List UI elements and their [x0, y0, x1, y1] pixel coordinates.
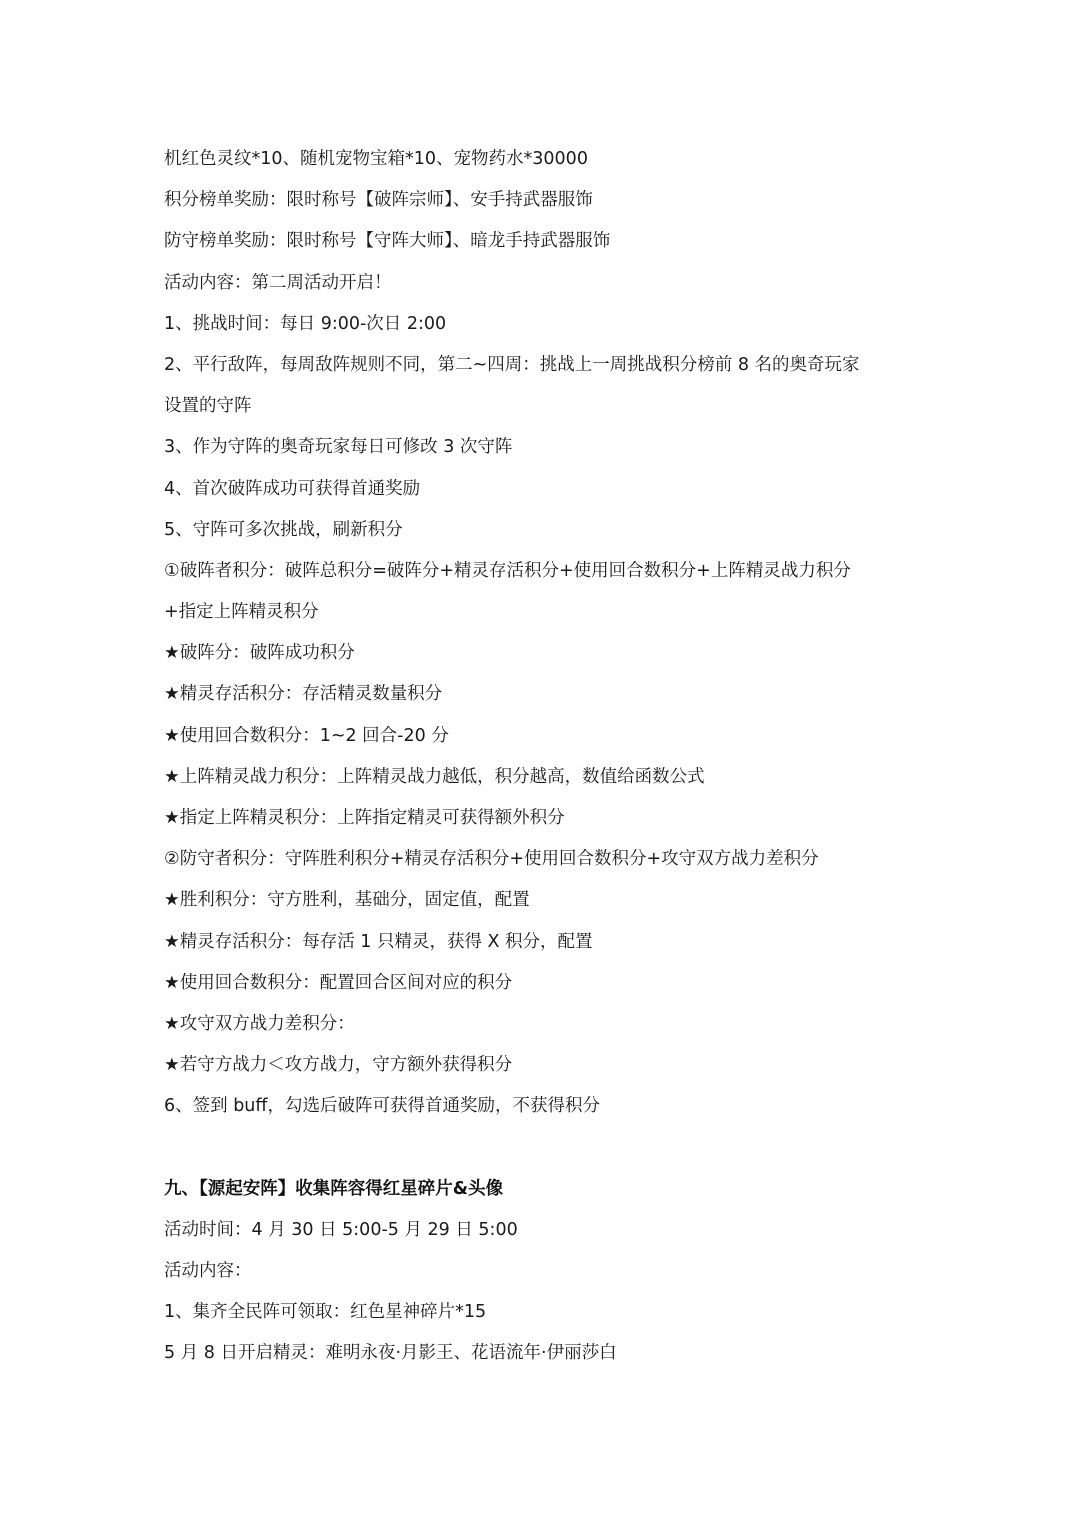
bullet-defender-round-score: ★使用回合数积分：配置回合区间对应的积分: [164, 972, 513, 993]
bullet-defender-survival-score: ★精灵存活积分：每存活 1 只精灵，获得 X 积分，配置: [164, 931, 593, 952]
bullet-power-diff-condition: ★若守方战力＜攻方战力，守方额外获得积分: [164, 1055, 513, 1076]
list-item-modify-defense: 3、作为守阵的奥奇玩家每日可修改 3 次守阵: [164, 437, 513, 458]
spirit-unlock-line: 5 月 8 日开启精灵：难明永夜·月影王、花语流年·伊丽莎白: [164, 1343, 617, 1364]
list-item-parallel-enemy-cont: 设置的守阵: [164, 396, 252, 417]
bullet-break-score: ★破阵分：破阵成功积分: [164, 643, 355, 664]
list-item-collect-reward: 1、集齐全民阵可领取：红色星神碎片*15: [164, 1302, 487, 1323]
attacker-score-formula-cont: +指定上阵精灵积分: [164, 602, 319, 623]
activity-content-label: 活动内容：第二周活动开启！: [164, 272, 392, 293]
list-item-first-clear: 4、首次破阵成功可获得首通奖励: [164, 478, 421, 499]
defender-score-formula: ②防守者积分：守阵胜利积分+精灵存活积分+使用回合数积分+攻守双方战力差积分: [164, 849, 819, 870]
section-spacer: [164, 1128, 934, 1169]
list-item-challenge-time: 1、挑战时间：每日 9:00-次日 2:00: [164, 313, 447, 334]
bullet-power-score: ★上阵精灵战力积分：上阵精灵战力越低，积分越高，数值给函数公式: [164, 766, 705, 787]
bullet-designated-score: ★指定上阵精灵积分：上阵指定精灵可获得额外积分: [164, 808, 565, 828]
activity-content-label-2: 活动内容：: [164, 1260, 252, 1281]
defense-ranking-reward: 防守榜单奖励：限时称号【守阵大师】、暗龙手持武器服饰: [164, 231, 611, 252]
section-heading: 九、【源起安阵】收集阵容得红星碎片&头像: [164, 1178, 504, 1199]
document-body: [164, 139, 934, 1374]
list-item-parallel-enemy: 2、平行敌阵，每周敌阵规则不同，第二~四周：挑战上一周挑战积分榜前 8 名的奥奇玩家: [164, 354, 860, 375]
bullet-victory-score: ★胜利积分：守方胜利，基础分，固定值，配置: [164, 890, 530, 911]
bullet-round-score: ★使用回合数积分：1~2 回合-20 分: [164, 725, 449, 746]
bullet-power-diff-score: ★攻守双方战力差积分：: [164, 1013, 355, 1034]
list-item-signin-buff: 6、签到 buff，勾选后破阵可获得首通奖励，不获得积分: [164, 1096, 600, 1117]
score-ranking-reward: 积分榜单奖励：限时称号【破阵宗师】、安手持武器服饰: [164, 190, 593, 211]
activity-time: 活动时间：4 月 30 日 5:00-5 月 29 日 5:00: [164, 1219, 518, 1240]
reward-line: 机红色灵纹*10、随机宠物宝箱*10、宠物药水*30000: [164, 149, 588, 169]
attacker-score-formula: ①破阵者积分：破阵总积分=破阵分+精灵存活积分+使用回合数积分+上阵精灵战力积分: [164, 560, 851, 581]
list-item-repeat-challenge: 5、守阵可多次挑战，刷新积分: [164, 519, 403, 540]
bullet-survival-score: ★精灵存活积分：存活精灵数量积分: [164, 684, 443, 705]
